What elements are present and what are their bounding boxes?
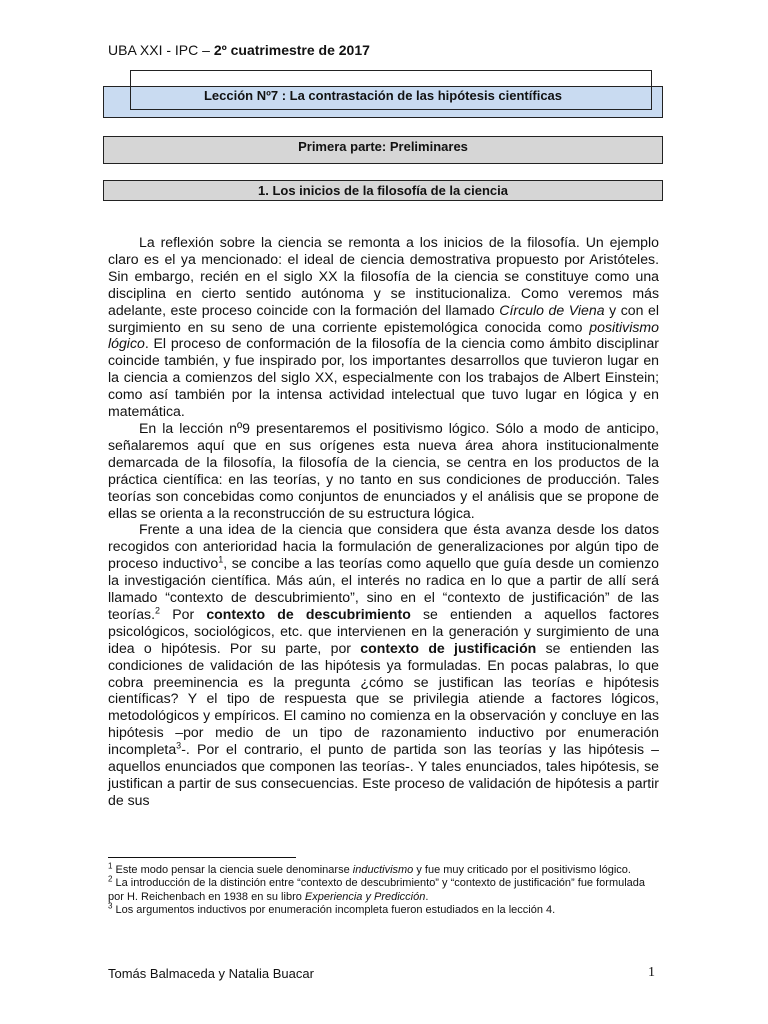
italic-term: Círculo de Viena [499,301,605,318]
text-run: Por [160,605,207,622]
footnote-divider [108,857,296,858]
text-run: Frente a una idea de la ciencia que considera que ésta avanza desde los datos recogidos con anterioridad hacia la formulación de generalizaciones por algún tipo de proceso inductivo [108,521,659,572]
bold-term: contexto de justificación [360,639,537,656]
page-number: 1 [648,965,655,980]
footnote-ref[interactable]: 1 [218,554,224,565]
text-run: , se concibe a las teorías como aquello que guía desde un comienzo la investigación científica. Más aún, el interés no radica en lo que a partir de allí será llamado “contexto de descubrimiento”, sino en el “contexto de justificación” de las teorías. [108,555,659,622]
text-run: -. Por el contrario, el punto de partida son las teorías y las hipótesis –aquellos enunciados que componen las teorías-. Y tales enunciados, tales hipótesis, se justifican a partir de sus consecuencias. Este proceso de validación de hipótesis a partir de sus [108,741,659,808]
footer-authors: Tomás Balmaceda y Natalia Buacar [108,966,314,981]
header-term: 2º cuatrimestre de 2017 [213,42,370,58]
text-run: se entienden a aquellos factores psicológicos, sociológicos, etc. que intervienen en la generación y surgimiento de una idea o hipótesis. Por su parte, por [108,605,659,656]
footnote-ref[interactable]: 2 [155,605,161,616]
text-run: Los argumentos inductivos por enumeración incompleta fueron estudiados en la lección 4. [112,903,556,916]
text-run: . [425,890,429,903]
italic-term: Experiencia y Predicción [304,890,426,903]
italic-term: positivismo lógico [108,318,659,352]
text-run: La introducción de la distinción entre “contexto de descubrimiento” y “contexto de justificación” fue formulada por H. Reichenbach en 1938 en su libro [108,877,646,903]
footnote-3 [108,901,659,917]
footnote-2 [108,874,659,904]
italic-term: inductivismo [352,864,414,876]
text-run: y fue muy criticado por el positivismo lógico. [413,864,631,876]
text-run: y con el surgimiento en su seno de una corriente epistemológica conocida como [108,301,659,335]
text-run: La reflexión sobre la ciencia se remonta a los inicios de la filosofía. Un ejemplo claro es el ya mencionado: el ideal de ciencia demostrativa propuesto por Aristóteles. Sin embargo, recién en el siglo XX la filosofía de la ciencia se constituye como una disciplina en cierto sentido autónoma y se institucionaliza. Como veremos más adelante, este proceso coincide con la formación del llamado [108,234,659,318]
text-run: Este modo pensar la ciencia suele denominarse [112,864,353,876]
footnote-number: 1 [108,861,113,871]
part-title: Primera parte: Preliminares [103,136,663,164]
footnote-number: 3 [108,901,113,911]
header-course: UBA XXI - IPC – [108,42,210,58]
body-text [108,234,659,809]
bold-term: contexto de descubrimiento [206,605,411,622]
lesson-title: Lección Nº7 : La contrastación de las hipótesis científicas [203,88,563,103]
footnote-1 [108,861,659,877]
paragraph-1 [108,234,659,420]
page-header [108,42,370,58]
footnotes [108,861,659,917]
footnote-ref[interactable]: 3 [176,740,182,751]
text-run: . El proceso de conformación de la filosofía de la ciencia como ámbito disciplinar coincide también, y fue inspirado por, los importantes desarrollos que tuvieron lugar en la ciencia a comienzos del siglo XX, especialmente con los trabajos de Albert Einstein; como así también por la intensa actividad intelectual que tuvo lugar en lógica y en matemática. [108,335,659,420]
footnote-number: 2 [108,874,113,884]
text-run: se entienden las condiciones de validación de las hipótesis ya formuladas. En pocas palabras, lo que cobra preeminencia es la pregunta ¿cómo se justifican las teorías e hipótesis científicas? Y el tipo de respuesta que se privilegia atiende a factores lógicos, metodológicos y empíricos. El camino no comienza en la observación y concluye en las hipótesis –por medio de un tipo de razonamiento inductivo por enumeración incompleta [108,639,659,758]
paragraph-2: En la lección nº9 presentaremos el positivismo lógico. Sólo a modo de anticipo, señalaremos aquí que en sus orígenes esta nueva área ahora institucionalmente demarcada de la filosofía, la filosofía de la ciencia, se centra en los productos de la práctica científica: en las teorías, y no tanto en sus condiciones de producción. Tales teorías son concebidas como conjuntos de enunciados y el análisis que se propone de ellas se orienta a la reconstrucción de su estructura lógica. [108,419,659,521]
paragraph-3 [108,521,659,808]
section-title: 1. Los inicios de la filosofía de la ciencia [103,180,663,201]
